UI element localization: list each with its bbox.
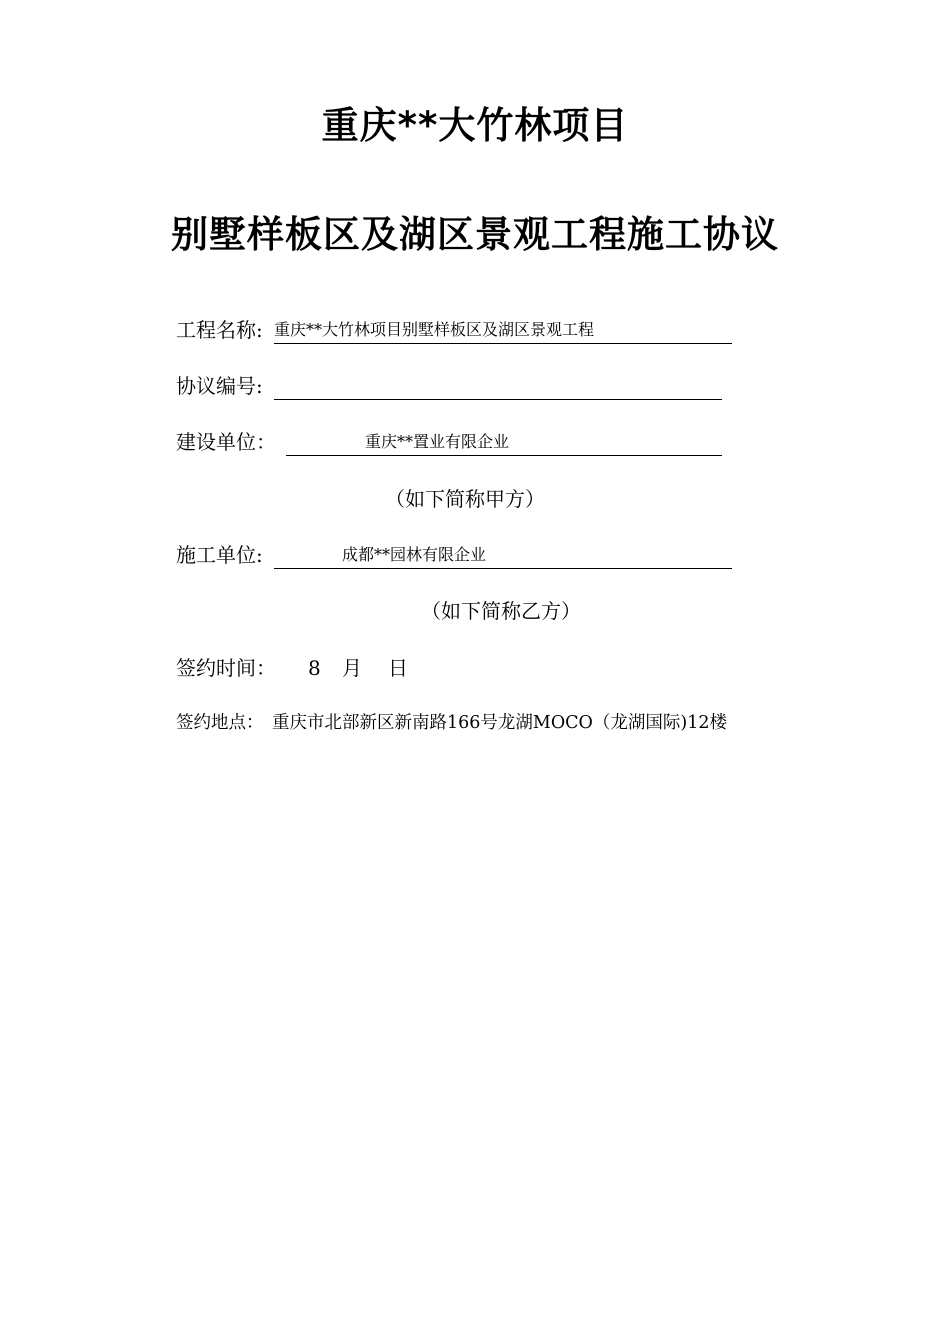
agreement-no-label: 协议编号: <box>176 374 263 398</box>
contractor-field <box>274 542 732 569</box>
sign-date-label: 签约时间： <box>176 656 276 680</box>
agreement-no-field <box>274 373 722 400</box>
document-title-line1: 重庆**大竹林项目 <box>321 104 629 147</box>
contractor-label: 施工单位: <box>176 543 263 567</box>
sign-date-month-unit: 月 <box>342 656 362 680</box>
contractor-note: （如下简称乙方） <box>421 599 581 623</box>
project-name-label: 工程名称: <box>176 318 263 342</box>
owner-field <box>286 429 722 456</box>
sign-date-day-unit: 日 <box>388 656 408 680</box>
owner-label: 建设单位： <box>176 430 276 454</box>
project-name-value: 重庆**大竹林项目别墅样板区及湖区景观工程 <box>274 320 595 339</box>
contractor-value: 成都**园林有限企业 <box>342 545 487 564</box>
owner-value: 重庆**置业有限企业 <box>365 432 510 451</box>
sign-date-month: 8 <box>308 656 321 680</box>
sign-place-value: 重庆市北部新区新南路166号龙湖MOCO（龙湖国际)12楼 <box>272 713 727 733</box>
document-title-line2: 别墅样板区及湖区景观工程施工协议 <box>171 213 779 256</box>
sign-place-label: 签约地点： <box>176 713 264 733</box>
owner-note: （如下简称甲方） <box>385 487 545 511</box>
project-name-field <box>274 317 732 344</box>
